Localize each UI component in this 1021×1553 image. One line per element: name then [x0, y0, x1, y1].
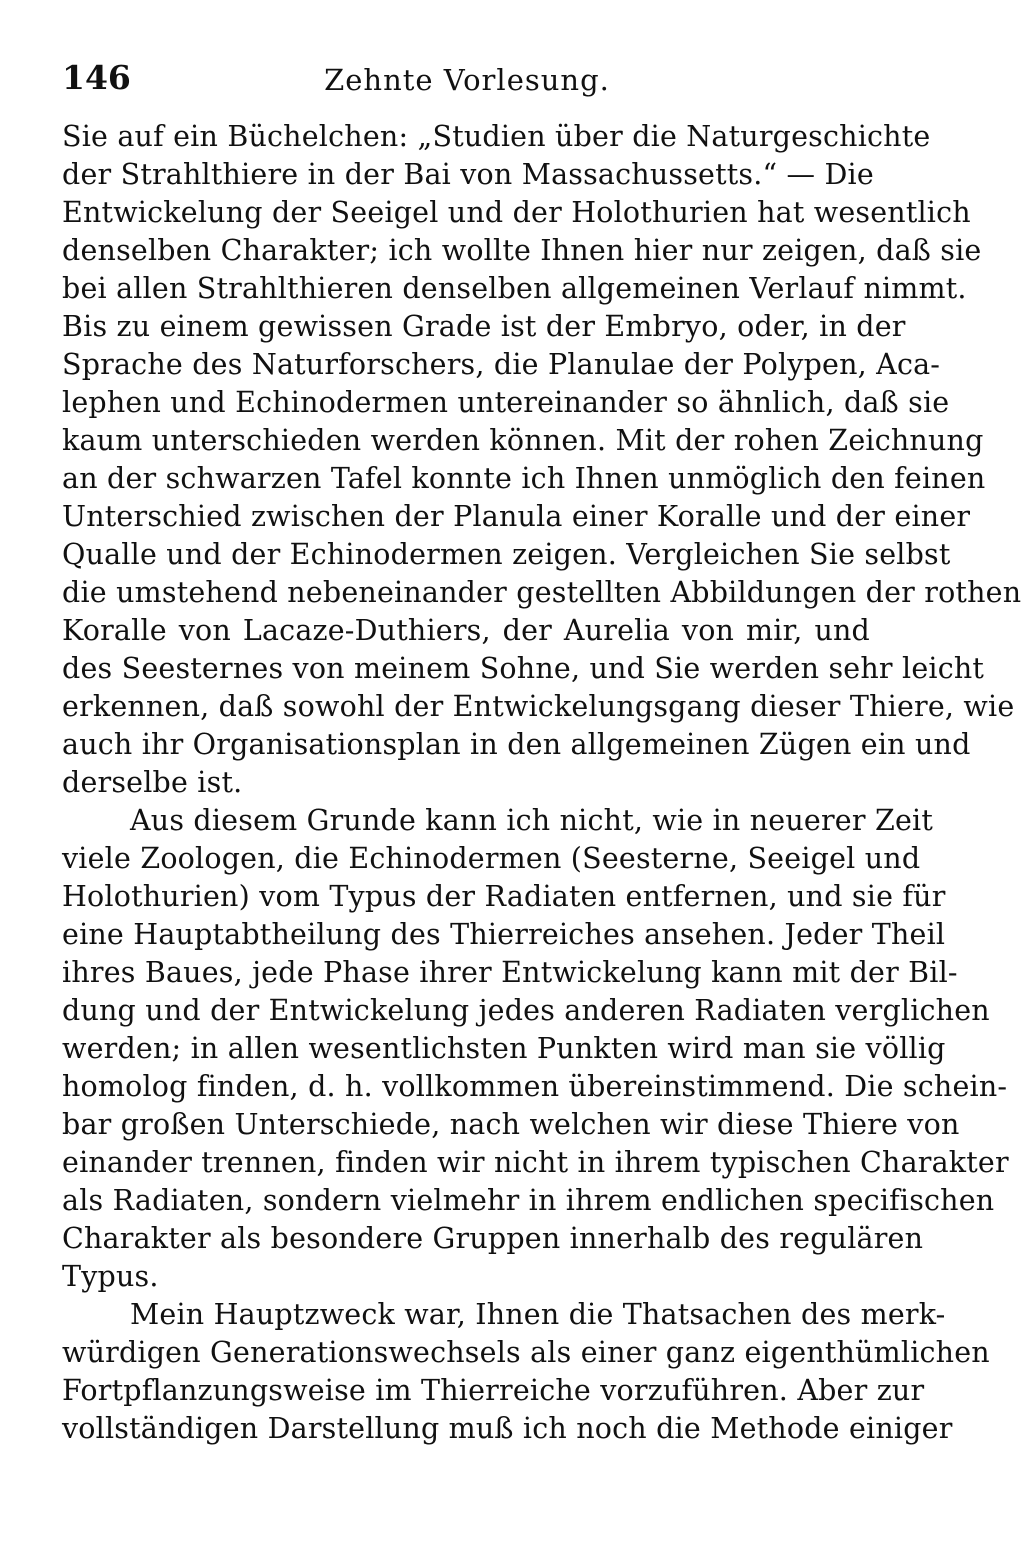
text-line: Aus diesem Grunde kann ich nicht, wie in neuerer Zeit [130, 804, 933, 837]
text-line: Bis zu einem gewissen Grade ist der Embryo, oder, in der [62, 310, 906, 343]
text-line: der Strahlthiere in der Bai von Massachussetts.“ — Die [62, 158, 874, 191]
text-line: homolog finden, d. h. vollkommen übereinstimmend. Die schein- [62, 1070, 1008, 1103]
text-line: Holothurien) vom Typus der Radiaten entfernen, und sie für [62, 880, 946, 913]
page-number: 146 [62, 58, 131, 97]
text-line: Koralle von Lacaze-Duthiers, der Aurelia von mir, und [62, 614, 870, 647]
text-line: auch ihr Organisationsplan in den allgemeinen Zügen ein und [62, 728, 971, 761]
text-line: des Seesternes von meinem Sohne, und Sie werden sehr leicht [62, 652, 985, 685]
text-line: werden; in allen wesentlichsten Punkten wird man sie völlig [62, 1032, 946, 1065]
text-line: Mein Hauptzweck war, Ihnen die Thatsachen des merk- [130, 1298, 946, 1331]
text-line: Sie auf ein Büchelchen: „Studien über die Naturgeschichte [62, 120, 931, 153]
text-line: Charakter als besondere Gruppen innerhalb des regulären [62, 1222, 924, 1255]
text-line: als Radiaten, sondern vielmehr in ihrem endlichen specifischen [62, 1184, 995, 1217]
text-line: Entwickelung der Seeigel und der Holothurien hat wesentlich [62, 196, 971, 229]
text-line: derselbe ist. [62, 766, 243, 799]
text-line: dung und der Entwickelung jedes anderen Radiaten verglichen [62, 994, 990, 1027]
text-line: an der schwarzen Tafel konnte ich Ihnen unmöglich den feinen [62, 462, 986, 495]
text-line: bei allen Strahlthieren denselben allgemeinen Verlauf nimmt. [62, 272, 967, 305]
body-text [62, 118, 1021, 1448]
text-line: kaum unterschieden werden können. Mit der rohen Zeichnung [62, 424, 984, 457]
text-line: vollständigen Darstellung muß ich noch die Methode einiger [62, 1412, 953, 1445]
text-line: Fortpflanzungsweise im Thierreiche vorzuführen. Aber zur [62, 1374, 925, 1407]
text-line: ihres Baues, jede Phase ihrer Entwickelung kann mit der Bil- [62, 956, 958, 989]
text-line: denselben Charakter; ich wollte Ihnen hier nur zeigen, daß sie [62, 234, 982, 267]
text-line: Qualle und der Echinodermen zeigen. Vergleichen Sie selbst [62, 538, 951, 571]
text-line: lephen und Echinodermen untereinander so ähnlich, daß sie [62, 386, 950, 419]
text-line: Unterschied zwischen der Planula einer Koralle und der einer [62, 500, 971, 533]
page-header [62, 58, 872, 98]
text-line: einander trennen, finden wir nicht in ihrem typischen Charakter [62, 1146, 1009, 1179]
text-line: bar großen Unterschiede, nach welchen wir diese Thiere von [62, 1108, 960, 1141]
text-line: die umstehend nebeneinander gestellten Abbildungen der rothen [62, 576, 1021, 609]
text-line: viele Zoologen, die Echinodermen (Seesterne, Seeigel und [62, 842, 921, 875]
text-line: erkennen, daß sowohl der Entwickelungsgang dieser Thiere, wie [62, 690, 1015, 723]
text-line: Typus. [62, 1260, 159, 1293]
text-line: eine Hauptabtheilung des Thierreiches ansehen. Jeder Theil [62, 918, 946, 951]
text-line: würdigen Generationswechsels als einer ganz eigenthümlichen [62, 1336, 990, 1369]
text-line: Sprache des Naturforschers, die Planulae der Polypen, Aca- [62, 348, 941, 381]
running-title: Zehnte Vorlesung. [324, 63, 610, 97]
